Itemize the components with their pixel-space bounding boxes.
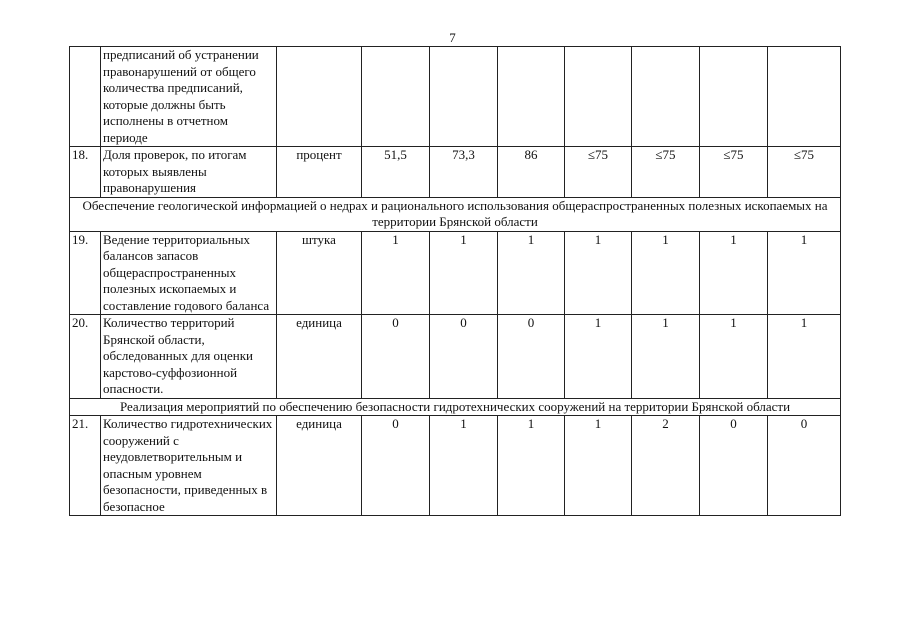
indicator-name: Доля проверок, по итогам которых выявлены правонарушения [101,147,277,198]
value-cell: ≤75 [565,147,632,198]
value-cell: ≤75 [700,147,768,198]
indicator-name: Количество территорий Брянской области, обследованных для оценки карстово-суффозионной опасности. [101,315,277,399]
unit-cell: штука [277,231,362,315]
row-number: 19. [70,231,101,315]
value-cell: ≤75 [632,147,700,198]
value-cell: 1 [700,231,768,315]
unit-cell: единица [277,315,362,399]
value-cell: 0 [430,315,498,399]
unit-cell: процент [277,147,362,198]
value-cell [768,47,841,147]
value-cell: 1 [498,416,565,516]
value-cell [700,47,768,147]
value-cell [632,47,700,147]
value-cell [498,47,565,147]
table-row [70,231,841,315]
section-row [70,197,841,231]
row-number: 20. [70,315,101,399]
table-row [70,47,841,147]
value-cell: 1 [498,231,565,315]
value-cell: 1 [768,315,841,399]
value-cell: 1 [768,231,841,315]
section-row [70,398,841,416]
value-cell: 1 [565,315,632,399]
value-cell: ≤75 [768,147,841,198]
value-cell: 1 [430,231,498,315]
unit-cell [277,47,362,147]
row-number [70,47,101,147]
value-cell: 2 [632,416,700,516]
value-cell: 73,3 [430,147,498,198]
indicator-name: Количество гидротехнических сооружений с неудовлетворительным и опасным уровнем безопасности, приведенных в безопасное [101,416,277,516]
value-cell: 1 [362,231,430,315]
section-heading: Обеспечение геологической информацией о недрах и рационального использования общераспространенных полезных ископаемых на территории Брянской области [70,197,841,231]
value-cell: 1 [565,416,632,516]
value-cell [565,47,632,147]
value-cell: 0 [362,315,430,399]
value-cell: 0 [498,315,565,399]
unit-cell: единица [277,416,362,516]
value-cell: 1 [430,416,498,516]
row-number: 21. [70,416,101,516]
section-heading: Реализация мероприятий по обеспечению безопасности гидротехнических сооружений на территории Брянской области [70,398,841,416]
indicator-name: Ведение территориальных балансов запасов общераспространенных полезных ископаемых и составление годового баланса [101,231,277,315]
table-row [70,147,841,198]
row-number: 18. [70,147,101,198]
value-cell: 1 [700,315,768,399]
value-cell: 1 [632,315,700,399]
value-cell: 0 [700,416,768,516]
value-cell: 86 [498,147,565,198]
indicator-name: предписаний об устранении правонарушений от общего количества предписаний, которые должны быть исполнены в отчетном периоде [101,47,277,147]
value-cell: 1 [565,231,632,315]
value-cell: 0 [768,416,841,516]
value-cell [430,47,498,147]
value-cell: 1 [632,231,700,315]
value-cell: 0 [362,416,430,516]
page-number: 7 [449,30,456,45]
value-cell [362,47,430,147]
table-row [70,416,841,516]
indicators-table [69,46,841,516]
value-cell: 51,5 [362,147,430,198]
table-row [70,315,841,399]
